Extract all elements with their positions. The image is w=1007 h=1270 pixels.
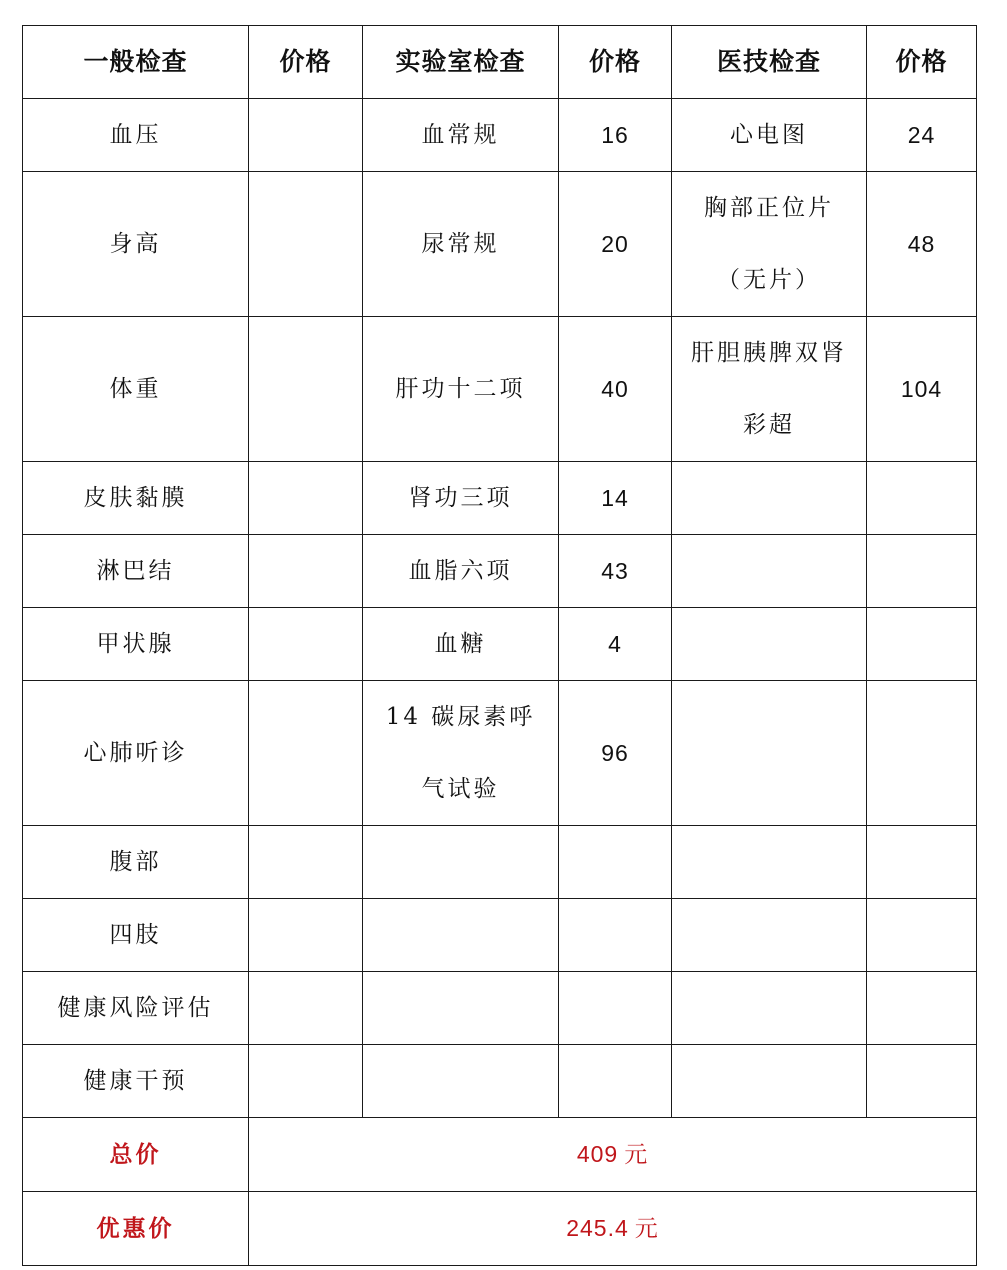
general-item: 健康风险评估	[23, 972, 249, 1045]
lab-item: 血糖	[363, 608, 559, 681]
medtech-item	[672, 172, 867, 317]
checkup-price-table	[22, 25, 977, 1266]
discount-value: 245.4	[566, 1215, 629, 1241]
discount-unit: 元	[634, 1216, 659, 1242]
general-item: 身高	[23, 172, 249, 317]
medtech-price	[867, 826, 977, 899]
table-row	[23, 608, 977, 681]
general-price	[249, 535, 363, 608]
total-row	[23, 1118, 977, 1192]
general-price	[249, 899, 363, 972]
lab-item-line1: 14 碳尿素呼	[385, 704, 536, 730]
discount-label: 优惠价	[23, 1192, 249, 1266]
lab-price: 16	[559, 99, 672, 172]
lab-item-line2: 气试验	[421, 776, 500, 802]
medtech-price: 24	[867, 99, 977, 172]
medtech-item	[672, 826, 867, 899]
discount-row	[23, 1192, 977, 1266]
medtech-item-line1: 胸部正位片	[704, 195, 834, 221]
general-price	[249, 826, 363, 899]
general-price	[249, 462, 363, 535]
discount-value-cell	[249, 1192, 977, 1266]
medtech-price	[867, 972, 977, 1045]
table-row	[23, 535, 977, 608]
lab-price: 4	[559, 608, 672, 681]
table-row	[23, 462, 977, 535]
general-price	[249, 1045, 363, 1118]
table-row	[23, 172, 977, 317]
lab-price: 14	[559, 462, 672, 535]
general-item: 甲状腺	[23, 608, 249, 681]
medtech-item-line2: （无片）	[717, 267, 821, 293]
table-row	[23, 317, 977, 462]
general-item: 皮肤黏膜	[23, 462, 249, 535]
total-value-cell	[249, 1118, 977, 1192]
price-table-container	[22, 25, 977, 1266]
header-general-exam: 一般检查	[23, 26, 249, 99]
lab-price	[559, 972, 672, 1045]
lab-price	[559, 899, 672, 972]
lab-item	[363, 681, 559, 826]
lab-price: 40	[559, 317, 672, 462]
medtech-price	[867, 462, 977, 535]
medtech-item-line1: 肝胆胰脾双肾	[691, 340, 847, 366]
lab-item: 肝功十二项	[363, 317, 559, 462]
general-price	[249, 608, 363, 681]
total-value: 409	[576, 1141, 619, 1167]
header-price-2: 价格	[559, 26, 672, 99]
medtech-price	[867, 899, 977, 972]
medtech-price	[867, 608, 977, 681]
header-price-1: 价格	[249, 26, 363, 99]
general-item: 血压	[23, 99, 249, 172]
lab-price: 43	[559, 535, 672, 608]
general-price	[249, 172, 363, 317]
header-price-3: 价格	[867, 26, 977, 99]
lab-price: 20	[559, 172, 672, 317]
medtech-item	[672, 608, 867, 681]
general-price	[249, 972, 363, 1045]
general-item: 腹部	[23, 826, 249, 899]
table-row	[23, 99, 977, 172]
medtech-price: 104	[867, 317, 977, 462]
lab-item	[363, 972, 559, 1045]
lab-item	[363, 899, 559, 972]
general-item: 淋巴结	[23, 535, 249, 608]
lab-item	[363, 826, 559, 899]
general-price	[249, 99, 363, 172]
lab-item: 血脂六项	[363, 535, 559, 608]
medtech-price	[867, 535, 977, 608]
general-item: 健康干预	[23, 1045, 249, 1118]
medtech-item	[672, 899, 867, 972]
medtech-item: 心电图	[672, 99, 867, 172]
medtech-item	[672, 972, 867, 1045]
table-row	[23, 1045, 977, 1118]
lab-price	[559, 1045, 672, 1118]
table-row	[23, 972, 977, 1045]
medtech-item	[672, 681, 867, 826]
total-label: 总价	[23, 1118, 249, 1192]
lab-item: 血常规	[363, 99, 559, 172]
table-row	[23, 681, 977, 826]
header-medtech-exam: 医技检查	[672, 26, 867, 99]
lab-price: 96	[559, 681, 672, 826]
general-item: 心肺听诊	[23, 681, 249, 826]
medtech-item	[672, 317, 867, 462]
table-header-row	[23, 26, 977, 99]
general-price	[249, 681, 363, 826]
medtech-price: 48	[867, 172, 977, 317]
lab-item: 尿常规	[363, 172, 559, 317]
medtech-item	[672, 535, 867, 608]
general-price	[249, 317, 363, 462]
medtech-item	[672, 1045, 867, 1118]
table-row	[23, 899, 977, 972]
medtech-item	[672, 462, 867, 535]
medtech-price	[867, 681, 977, 826]
total-unit: 元	[624, 1142, 649, 1168]
table-row	[23, 826, 977, 899]
lab-price	[559, 826, 672, 899]
medtech-price	[867, 1045, 977, 1118]
general-item: 体重	[23, 317, 249, 462]
general-item: 四肢	[23, 899, 249, 972]
lab-item	[363, 1045, 559, 1118]
header-lab-exam: 实验室检查	[363, 26, 559, 99]
medtech-item-line2: 彩超	[743, 412, 795, 438]
lab-item: 肾功三项	[363, 462, 559, 535]
